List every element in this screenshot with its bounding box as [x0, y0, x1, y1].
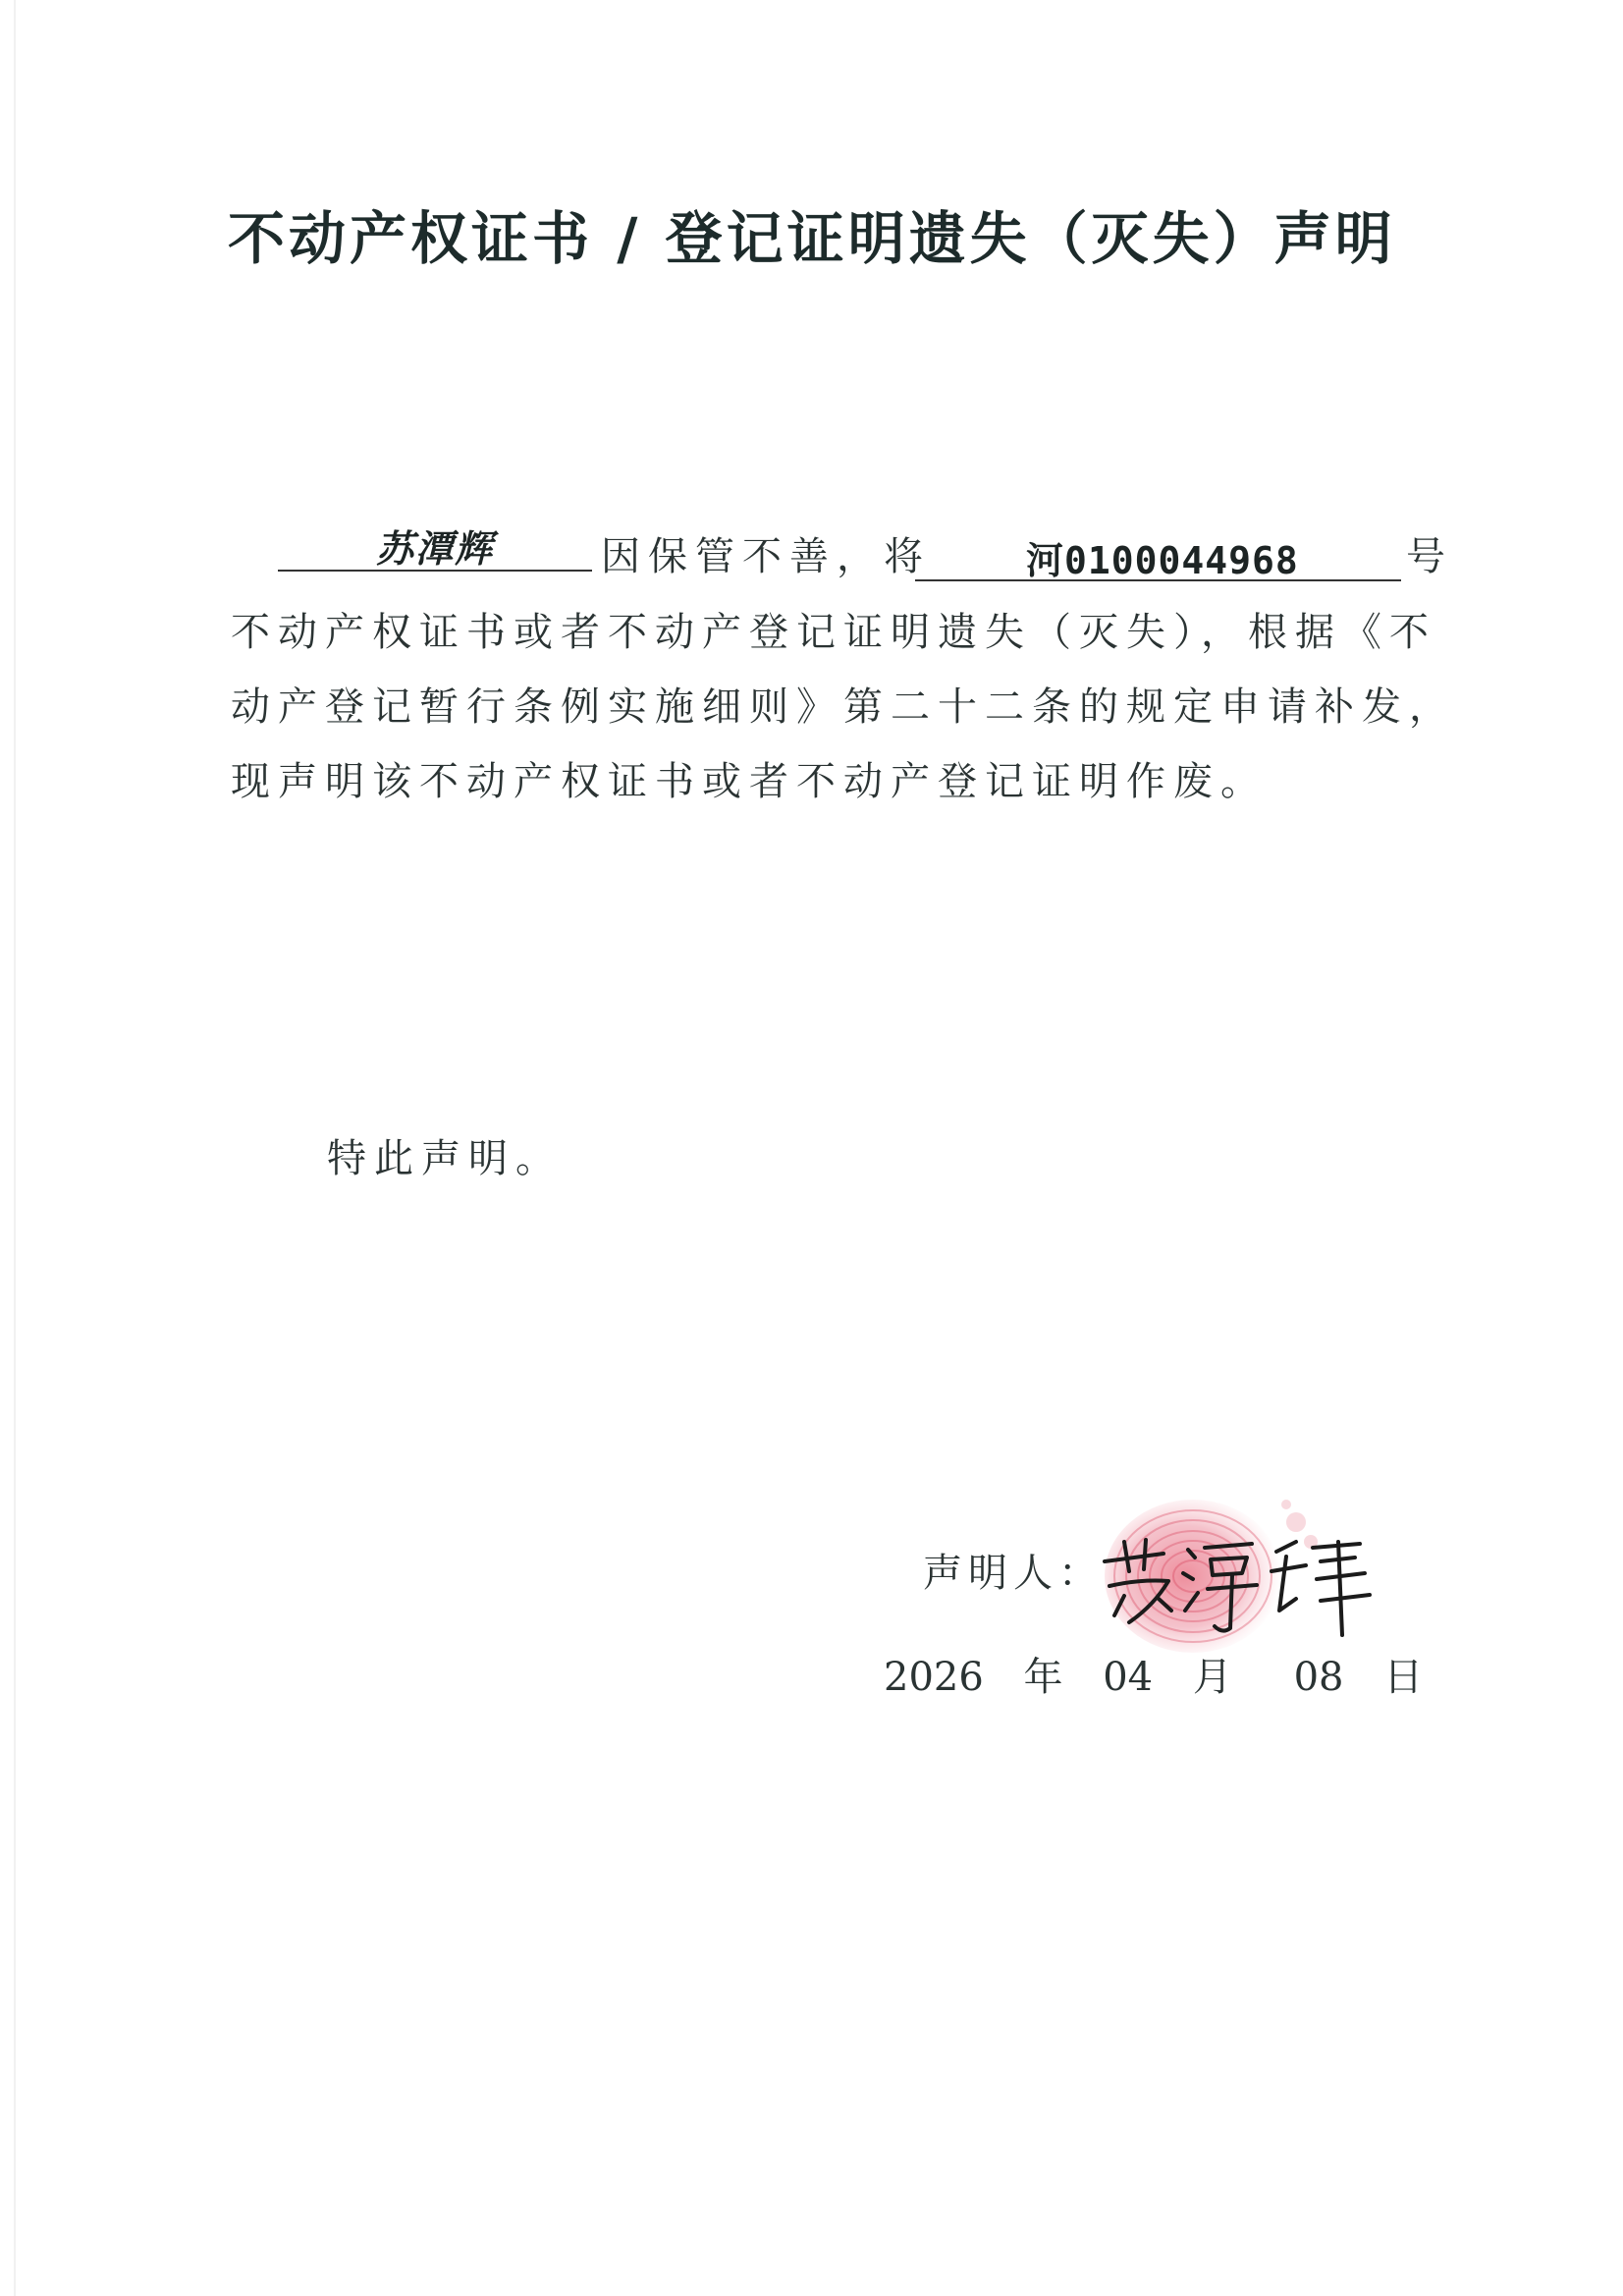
- declarant-label: 声明人：: [923, 1551, 1104, 1596]
- declaration-date: [884, 1646, 1423, 1702]
- body-line-3: 动产登记暂行条例实施细则》第二十二条的规定申请补发，: [231, 684, 1456, 730]
- applicant-name: 苏潭辉: [376, 527, 495, 571]
- certificate-number: 河0100044968: [1026, 539, 1299, 582]
- date-year: 2026: [884, 1655, 984, 1700]
- body-line-2: 不动产权证书或者不动产登记证明遗失（灭失），根据《不: [231, 610, 1436, 655]
- date-year-unit: 年: [1023, 1655, 1063, 1700]
- date-day: 08: [1293, 1655, 1344, 1700]
- body-line-1-end: 号: [1406, 534, 1453, 579]
- date-month: 04: [1103, 1655, 1154, 1700]
- closing-statement: 特此声明。: [327, 1136, 563, 1181]
- scan-edge-line: [14, 0, 16, 2296]
- date-month-unit: 月: [1192, 1655, 1232, 1700]
- body-line-4: 现声明该不动产权证书或者不动产登记证明作废。: [231, 759, 1268, 804]
- handwritten-signature: [1085, 1512, 1380, 1650]
- document-title: 不动产权证书 / 登记证明遗失（灭失）声明: [228, 205, 1396, 272]
- body-line-1-middle: 因保管不善，将: [601, 534, 931, 579]
- date-day-unit: 日: [1383, 1655, 1424, 1700]
